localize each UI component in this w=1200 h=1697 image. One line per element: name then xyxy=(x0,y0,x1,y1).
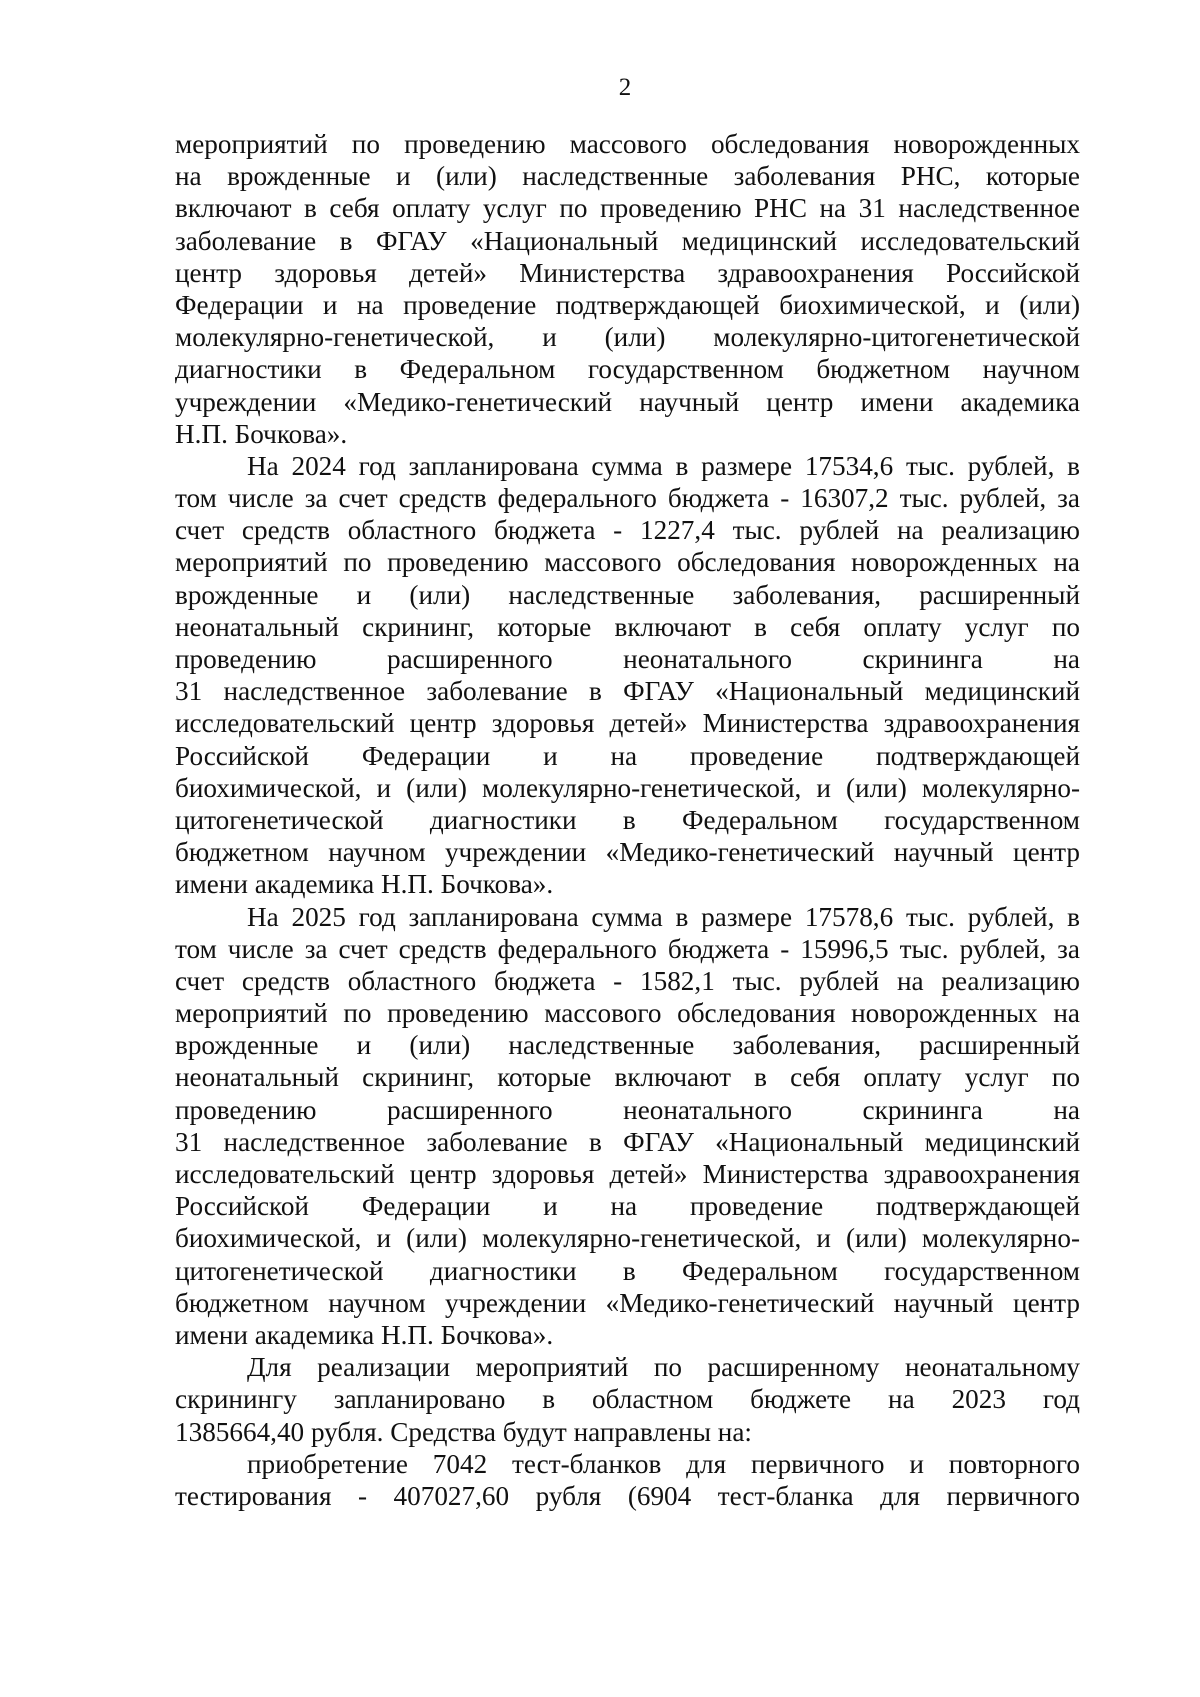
text-line: мероприятий по проведению массового обследования новорожденных на xyxy=(175,547,1080,578)
text-line: проведению расширенного неонатального скрининга на xyxy=(175,644,1080,674)
text-line: исследовательский центр здоровья детей» Министерства здравоохранения xyxy=(175,1159,1080,1189)
text-line: биохимической, и (или) молекулярно-генетической, и (или) молекулярно- xyxy=(175,772,1080,803)
paragraph xyxy=(175,901,1080,1352)
paragraph xyxy=(175,1351,1080,1448)
document-body xyxy=(175,128,1080,1512)
text-line: На 2025 год запланирована сумма в размере 17578,6 тыс. рублей, в xyxy=(247,901,1080,932)
text-line: неонатальный скрининг, которые включают в себя оплату услуг по xyxy=(175,611,1080,642)
text-line: диагностики в Федеральном государственном бюджетном научном xyxy=(175,354,1080,385)
text-line: Для реализации мероприятий по расширенному неонатальному xyxy=(247,1352,1080,1383)
text-line: неонатальный скрининг, которые включают в себя оплату услуг по xyxy=(175,1062,1080,1093)
text-line: молекулярно-генетической, и (или) молекулярно-цитогенетической xyxy=(175,322,1080,353)
text-line: Российской Федерации и на проведение подтверждающей xyxy=(175,740,1080,771)
text-line: 31 наследственное заболевание в ФГАУ «Национальный медицинский xyxy=(175,1126,1080,1157)
text-line: включают в себя оплату услуг по проведению РНС на 31 наследственное xyxy=(175,193,1080,224)
paragraph xyxy=(175,128,1080,450)
text-line: биохимической, и (или) молекулярно-генетической, и (или) молекулярно- xyxy=(175,1223,1080,1254)
text-line: 1385664,40 рубля. Средства будут направлены на: xyxy=(175,1416,752,1447)
text-line: тестирования - 407027,60 рубля (6904 тест-бланка для первичного xyxy=(175,1480,1080,1511)
text-line: имени академика Н.П. Бочкова». xyxy=(175,869,554,900)
text-line: исследовательский центр здоровья детей» Министерства здравоохранения xyxy=(175,708,1080,739)
text-line: центр здоровья детей» Министерства здравоохранения Российской xyxy=(175,257,1080,288)
text-line: заболевание в ФГАУ «Национальный медицинский исследовательский xyxy=(175,225,1080,256)
text-line: врожденные и (или) наследственные заболевания, расширенный xyxy=(175,579,1080,610)
text-line: учреждении «Медико-генетический научный центр имени академика xyxy=(175,386,1080,417)
text-line: том числе за счет средств федерального бюджета - 16307,2 тыс. рублей, за xyxy=(175,483,1080,514)
text-line: Федерации и на проведение подтверждающей биохимической, и (или) xyxy=(175,289,1080,320)
text-line: цитогенетической диагностики в Федеральном государственном xyxy=(175,804,1080,835)
text-line: на врожденные и (или) наследственные заболевания РНС, которые xyxy=(175,161,1080,192)
text-line: счет средств областного бюджета - 1582,1 тыс. рублей на реализацию xyxy=(175,965,1080,996)
text-line: проведению расширенного неонатального скрининга на xyxy=(175,1094,1080,1125)
text-line: мероприятий по проведению массового обследования новорожденных на xyxy=(175,998,1080,1029)
page-number: 2 xyxy=(618,74,632,101)
text-line: 31 наследственное заболевание в ФГАУ «Национальный медицинский xyxy=(175,676,1080,707)
text-line: цитогенетической диагностики в Федеральном государственном xyxy=(175,1255,1080,1286)
text-line: имени академика Н.П. Бочкова». xyxy=(175,1319,554,1350)
text-line: том числе за счет средств федерального бюджета - 15996,5 тыс. рублей, за xyxy=(175,933,1080,964)
text-line: бюджетном научном учреждении «Медико-генетический научный центр xyxy=(175,837,1080,868)
text-line: скринингу запланировано в областном бюджете на 2023 год xyxy=(175,1384,1080,1415)
text-line: Российской Федерации и на проведение подтверждающей xyxy=(175,1191,1080,1222)
text-line: бюджетном научном учреждении «Медико-генетический научный центр xyxy=(175,1287,1080,1318)
text-line: мероприятий по проведению массового обследования новорожденных xyxy=(175,129,1080,159)
paragraph xyxy=(175,450,1080,901)
text-line: счет средств областного бюджета - 1227,4 тыс. рублей на реализацию xyxy=(175,515,1080,546)
paragraph xyxy=(175,1448,1080,1512)
text-line: Н.П. Бочкова». xyxy=(175,418,348,449)
text-line: приобретение 7042 тест-бланков для первичного и повторного xyxy=(247,1448,1080,1479)
text-line: На 2024 год запланирована сумма в размере 17534,6 тыс. рублей, в xyxy=(247,450,1080,481)
text-line: врожденные и (или) наследственные заболевания, расширенный xyxy=(175,1030,1080,1061)
